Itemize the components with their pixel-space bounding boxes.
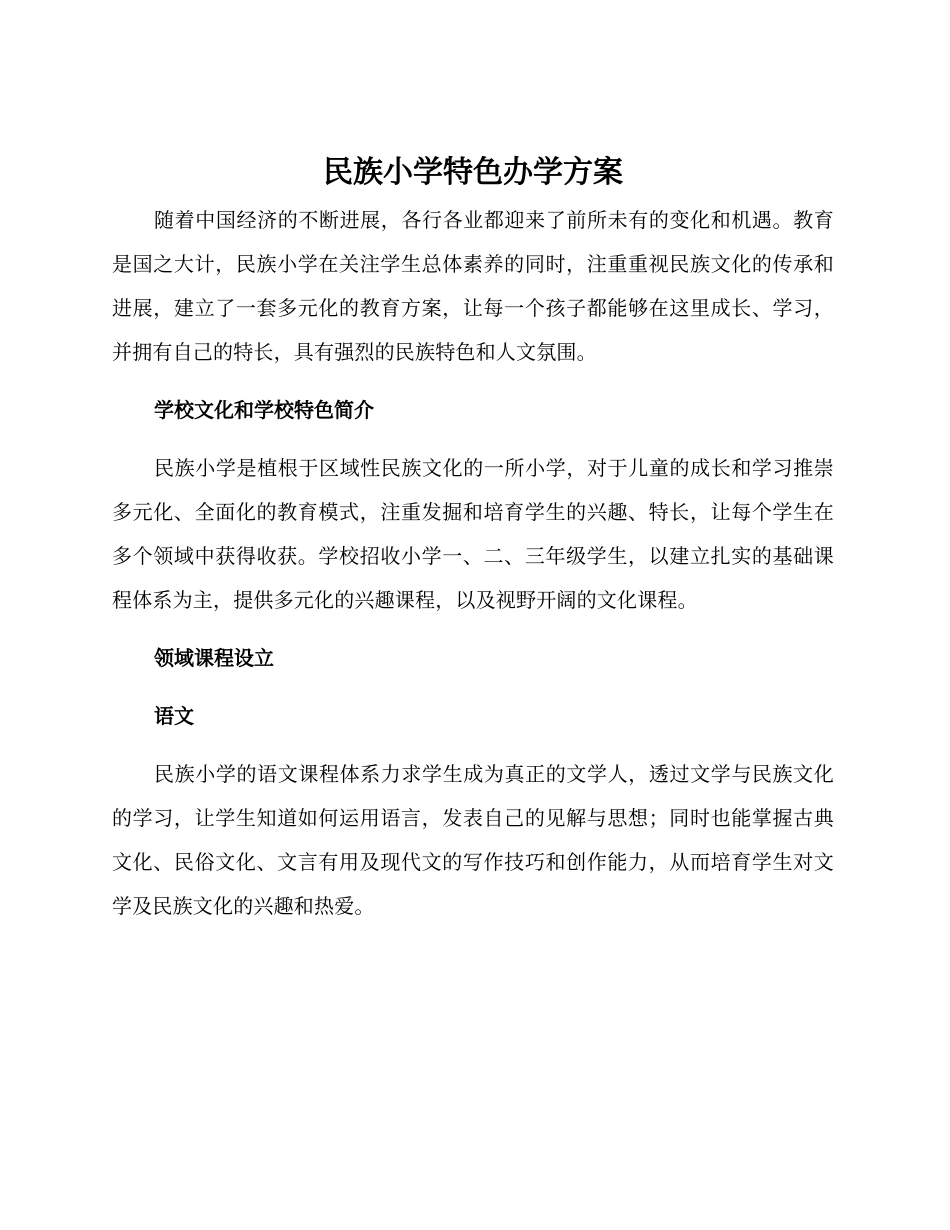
chinese-course-paragraph: 民族小学的语文课程体系力求学生成为真正的文学人，透过文学与民族文化的学习，让学生知道如何运用语言，发表自己的见解与思想；同时也能掌握古典文化、民俗文化、文言有用及现代文的写作技巧和创作能力，从而培育学生对文学及民族文化的兴趣和热爱。 [112, 762, 834, 918]
document-title: 民族小学特色办学方案 [323, 155, 623, 190]
section-heading-courses: 领域课程设立 [154, 646, 274, 670]
document-page [112, 150, 834, 928]
subsection-heading-chinese: 语文 [154, 704, 194, 728]
section-heading-school-culture: 学校文化和学校特色简介 [154, 398, 374, 422]
school-culture-paragraph: 民族小学是植根于区域性民族文化的一所小学，对于儿童的成长和学习推崇多元化、全面化的教育模式，注重发掘和培育学生的兴趣、特长，让每个学生在多个领域中获得收获。学校招收小学一、二、三年级学生，以建立扎实的基础课程体系为主，提供多元化的兴趣课程，以及视野开阔的文化课程。 [112, 456, 834, 612]
intro-paragraph: 随着中国经济的不断进展，各行各业都迎来了前所未有的变化和机遇。教育是国之大计，民族小学在关注学生总体素养的同时，注重重视民族文化的传承和进展，建立了一套多元化的教育方案，让每一个孩子都能够在这里成长、学习，并拥有自己的特长，具有强烈的民族特色和人文氛围。 [112, 208, 834, 364]
